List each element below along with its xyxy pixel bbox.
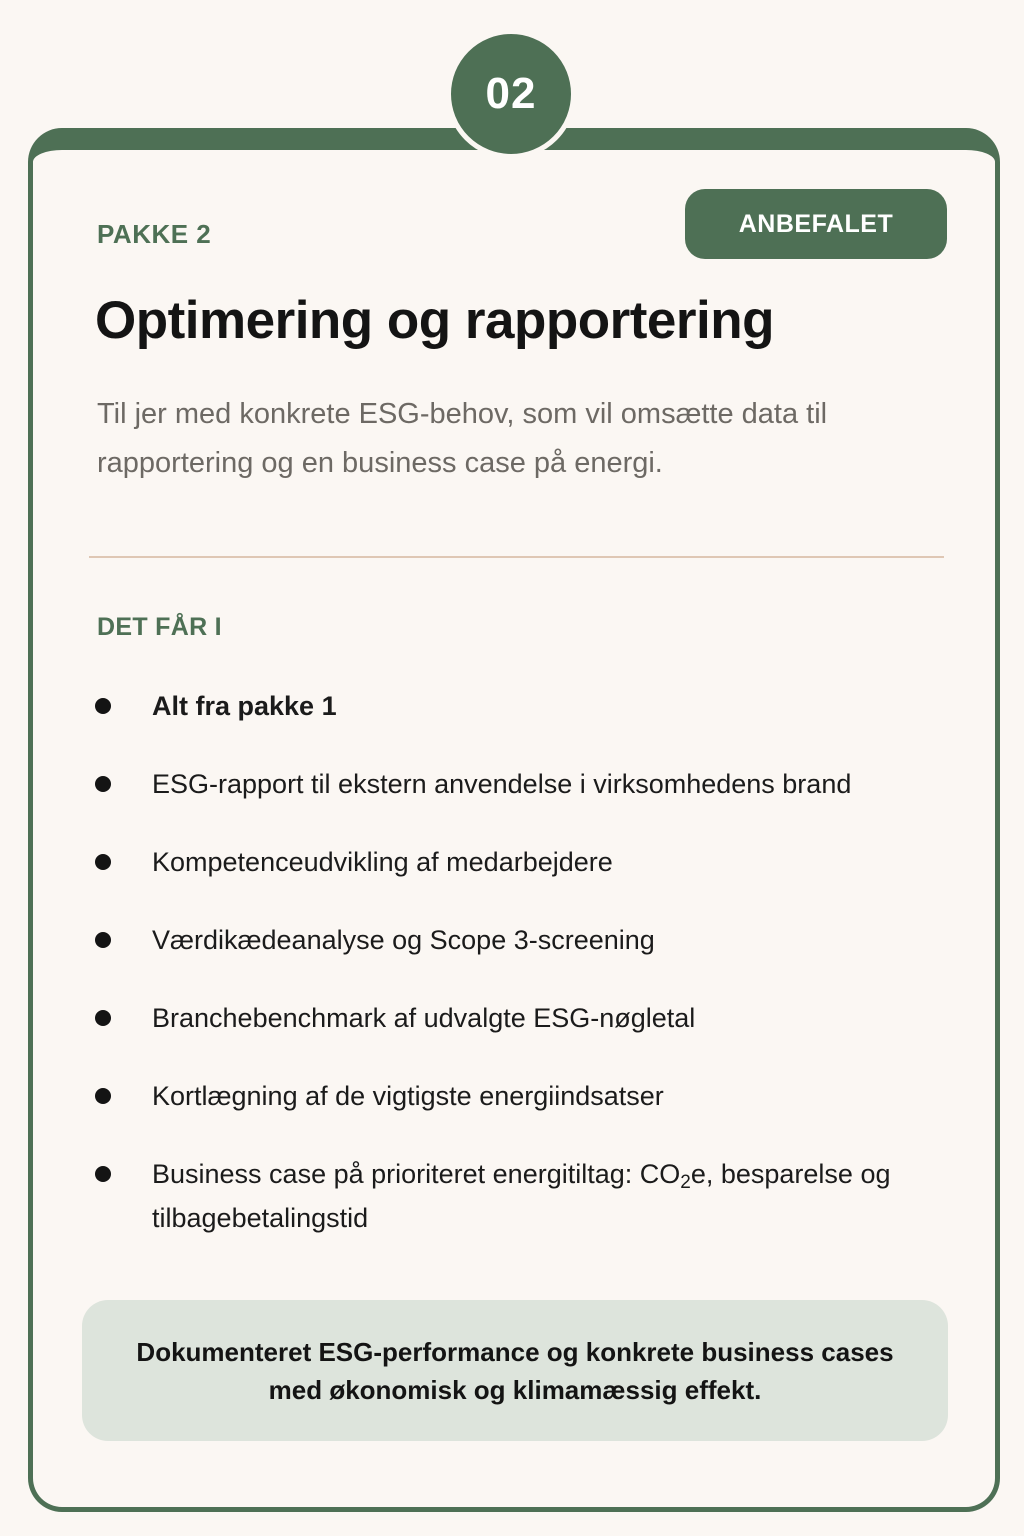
package-title: Optimering og rapportering — [95, 291, 774, 350]
bullet-icon — [95, 1010, 111, 1026]
package-description: Til jer med konkrete ESG-behov, som vil omsætte data til rapportering og en business case på energi. — [97, 398, 828, 479]
recommended-badge: ANBEFALET — [685, 189, 947, 259]
divider — [89, 556, 944, 558]
feature-label: Branchebenchmark af udvalgte ESG-nøgletal — [152, 1003, 696, 1033]
bullet-icon — [95, 698, 111, 714]
bullet-icon — [95, 1088, 111, 1104]
feature-label: ESG-rapport til ekstern anvendelse i virksomhedens brand — [152, 769, 852, 799]
bullet-icon — [95, 1166, 111, 1182]
feature-label: Værdikædeanalyse og Scope 3-screening — [152, 925, 655, 955]
summary-text: Dokumenteret ESG-performance og konkrete business cases med økonomisk og klimamæssig effekt. — [136, 1336, 894, 1405]
feature-label-subscript: 2 — [680, 1172, 691, 1193]
feature-label-start: Business case på prioriteret energitiltag: CO — [152, 1159, 681, 1189]
feature-label: Kompetenceudvikling af medarbejdere — [152, 847, 613, 877]
package-number-badge: 02 — [446, 29, 576, 159]
package-label: PAKKE 2 — [97, 219, 212, 249]
feature-label: Alt fra pakke 1 — [152, 691, 337, 721]
feature-label: Kortlægning af de vigtigste energiindsatser — [152, 1081, 664, 1111]
feature-label — [152, 1152, 922, 1240]
features-section-label: DET FÅR I — [97, 613, 222, 641]
bullet-icon — [95, 776, 111, 792]
summary-box — [82, 1300, 948, 1441]
bullet-icon — [95, 932, 111, 948]
feature-label-end: e, besparelse og tilbagebetalingstid — [152, 1159, 891, 1233]
bullet-icon — [95, 854, 111, 870]
